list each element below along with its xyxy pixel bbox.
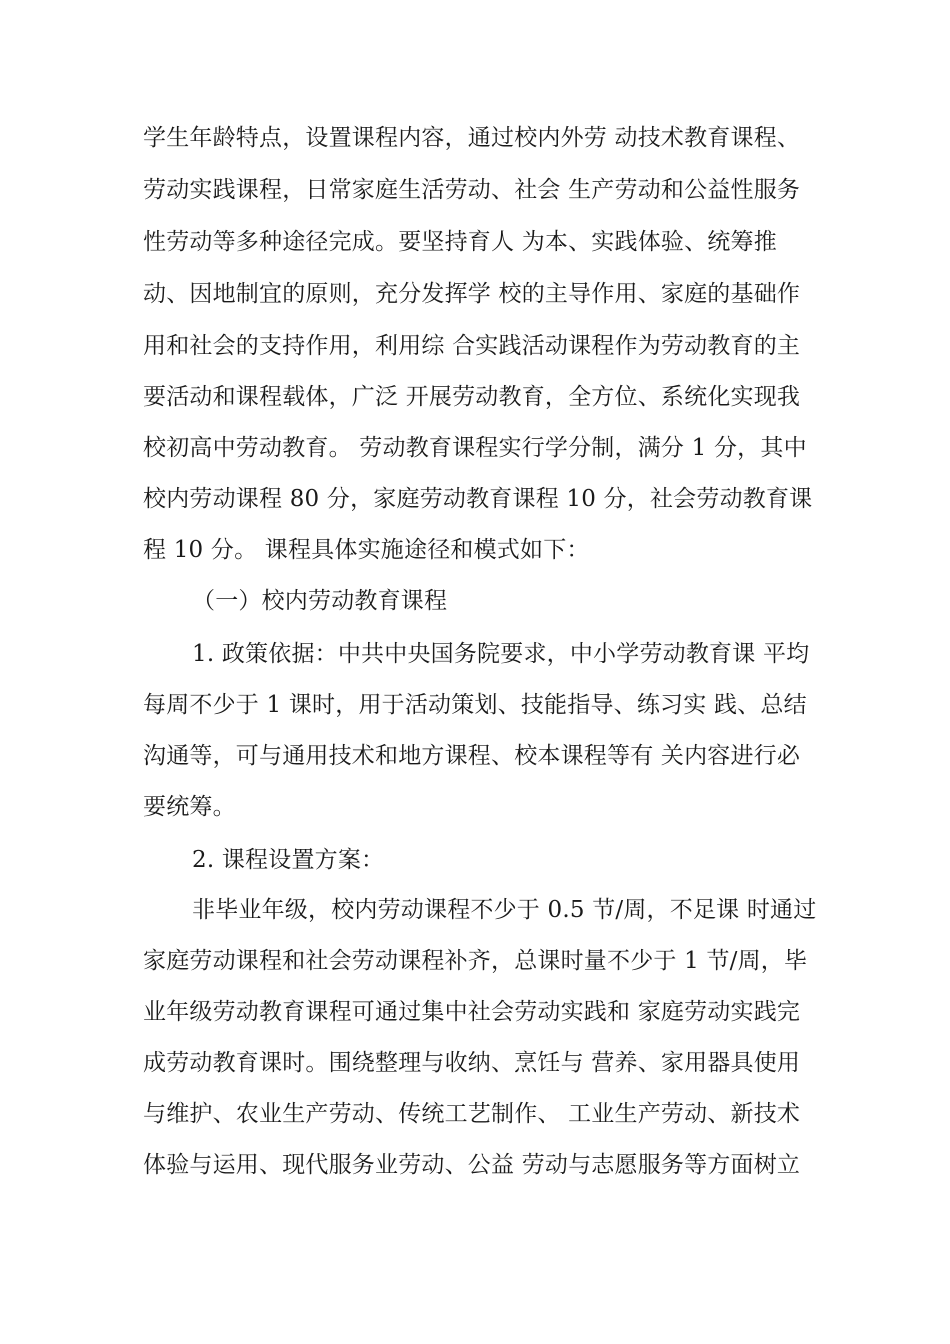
text-line-8: 校内劳动课程 80 分，家庭劳动教育课程 10 分，社会劳动教育课 (143, 486, 813, 512)
text-line-2: 劳动实践课程，日常家庭生活劳动、社会 生产劳动和公益性服务 (143, 177, 801, 203)
text-line-17: 家庭劳动课程和社会劳动课程补齐，总课时量不少于 1 节/周，毕 (143, 948, 808, 974)
text-line-12: 每周不少于 1 课时，用于活动策划、技能指导、练习实 践、总结 (143, 692, 807, 718)
text-line-20: 与维护、农业生产劳动、传统工艺制作、 工业生产劳动、新技术 (143, 1101, 801, 1127)
text-line-6: 要活动和课程载体，广泛 开展劳动教育，全方位、系统化实现我 (143, 384, 801, 410)
text-line-9: 程 10 分。 课程具体实施途径和模式如下： (143, 537, 590, 563)
subheading-course-plan: 2. 课程设置方案： (192, 847, 385, 873)
text-line-7: 校初高中劳动教育。 劳动教育课程实行学分制，满分 1 分，其中 (143, 435, 807, 461)
text-line-1: 学生年龄特点，设置课程内容，通过校内外劳 动技术教育课程、 (143, 125, 801, 151)
text-line-13: 沟通等，可与通用技术和地方课程、校本课程等有 关内容进行必 (143, 743, 801, 769)
text-line-3: 性劳动等多种途径完成。要坚持育人 为本、实践体验、统筹推 (143, 229, 777, 255)
text-line-19: 成劳动教育课时。围绕整理与收纳、烹饪与 营养、家用器具使用 (143, 1050, 801, 1076)
text-line-16: 非毕业年级，校内劳动课程不少于 0.5 节/周，不足课 时通过 (192, 897, 817, 923)
text-line-5: 用和社会的支持作用，利用综 合实践活动课程作为劳动教育的主 (143, 333, 801, 359)
text-line-21: 体验与运用、现代服务业劳动、公益 劳动与志愿服务等方面树立 (143, 1152, 801, 1178)
text-line-11: 1. 政策依据：中共中央国务院要求，中小学劳动教育课 平均 (192, 641, 810, 667)
text-line-4: 动、因地制宜的原则，充分发挥学 校的主导作用、家庭的基础作 (143, 281, 801, 307)
section-heading: （一）校内劳动教育课程 (192, 588, 448, 614)
text-line-18: 业年级劳动教育课程可通过集中社会劳动实践和 家庭劳动实践完 (143, 999, 801, 1025)
text-line-14: 要统筹。 (143, 794, 236, 820)
